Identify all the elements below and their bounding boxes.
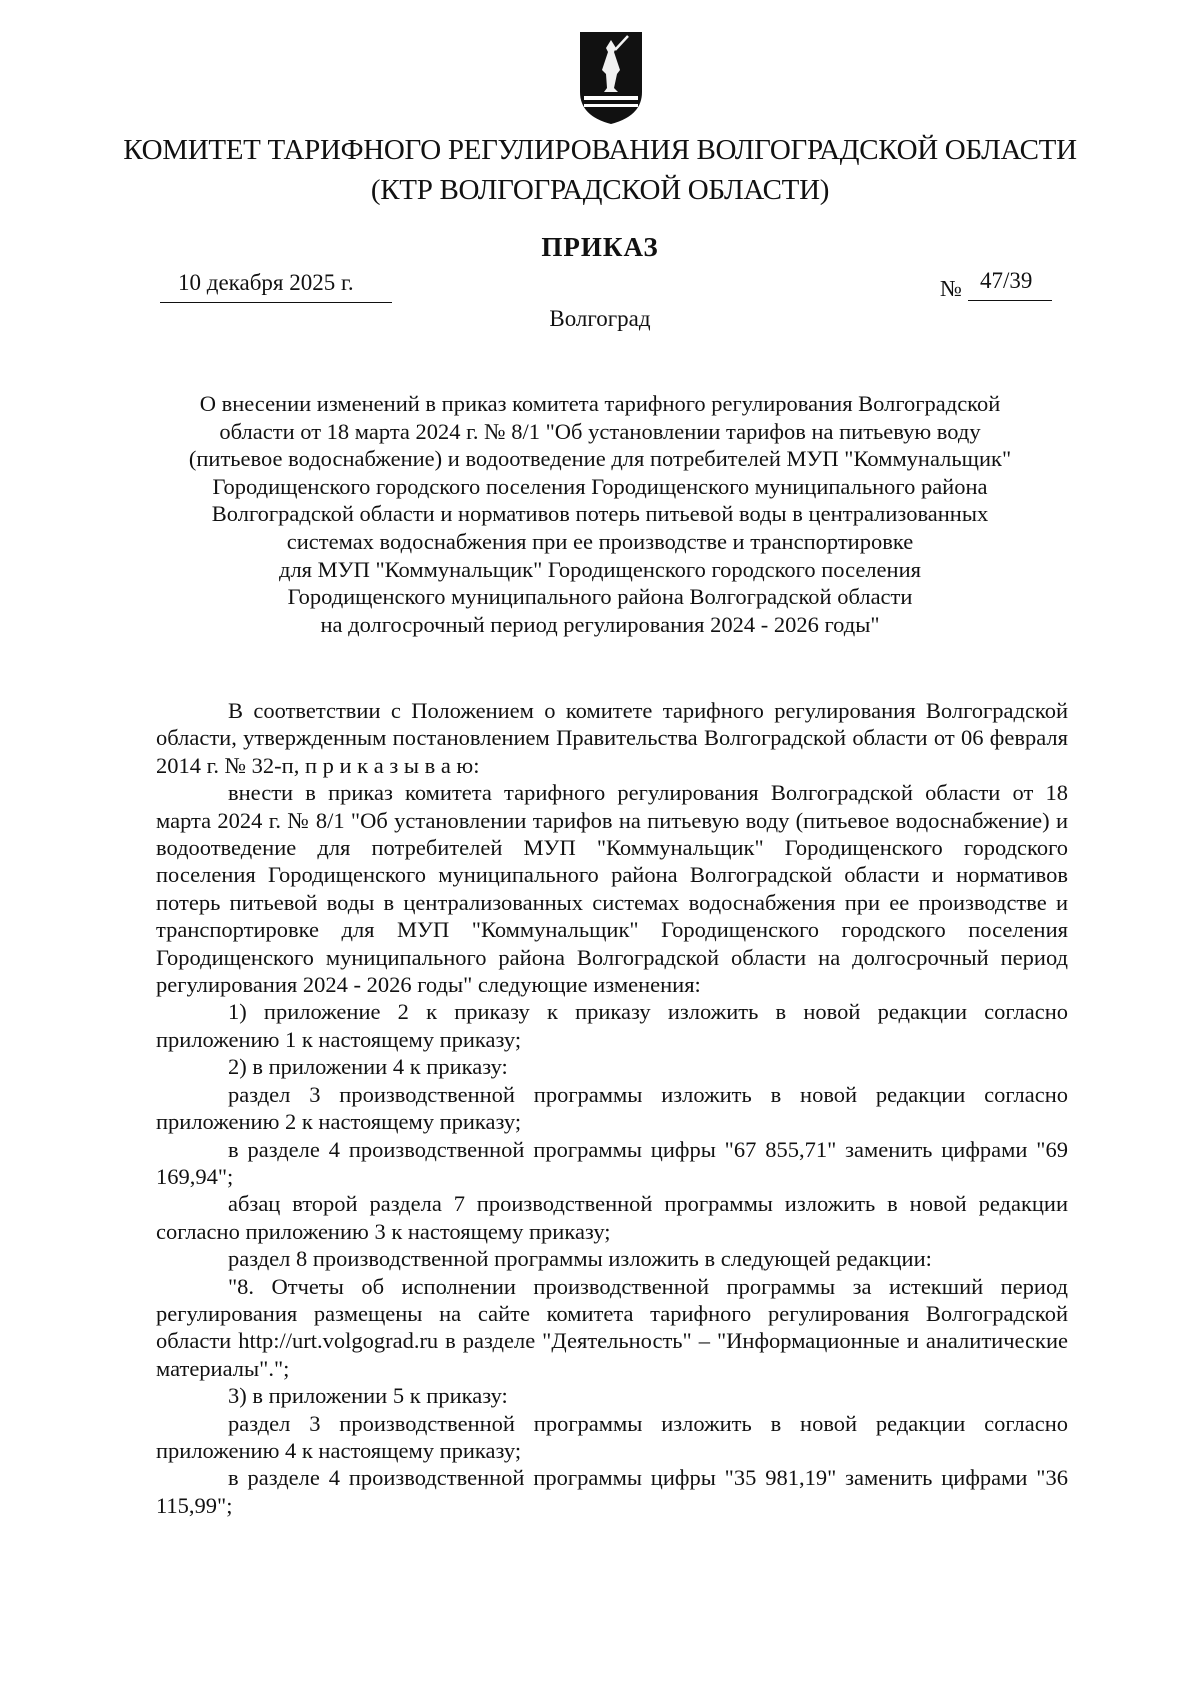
document-body: [156, 697, 1068, 1519]
subject-line: на долгосрочный период регулирования 2024 - 2026 годы": [320, 611, 880, 637]
body-paragraph: абзац второй раздела 7 производственной программы изложить в новой редакции согласно приложению 3 к настоящему приказу;: [156, 1191, 1068, 1244]
document-subject: [130, 390, 1070, 638]
body-paragraph: в разделе 4 производственной программы цифры "67 855,71" заменить цифрами "69 169,94";: [156, 1136, 1068, 1189]
subject-line: Городищенского городского поселения Городищенского муниципального района: [212, 473, 988, 499]
organization-name-short: (КТР ВОЛГОГРАДСКОЙ ОБЛАСТИ): [370, 174, 830, 206]
body-paragraph: 3) в приложении 5 к приказу:: [228, 1383, 508, 1409]
body-paragraph: 1) приложение 2 к приказу к приказу изложить в новой редакции согласно приложению 1 к настоящему приказу;: [156, 999, 1068, 1052]
body-paragraph: в разделе 4 производственной программы цифры "35 981,19" заменить цифрами "36 115,99";: [156, 1465, 1068, 1518]
body-paragraph: внести в приказ комитета тарифного регулирования Волгоградской области от 18 марта 2024 г. № 8/1 "Об установлении тарифов на питьевую воду (питьевое водоснабжение) и водоотведение для потребителей МУП "Коммунальщик" Городищенского городского поселения Городищенского муниципального района Волгоградской области и нормативов потерь питьевой воды в централизованных системах водоснабжения при ее производстве и транспортировке для МУП "Коммунальщик" Городищенского городского поселения Городищенского муниципального района Волгоградской области на долгосрочный период регулирования 2024 - 2026 годы" следующие изменения:: [156, 780, 1068, 998]
volgograd-coat-of-arms-icon: [576, 30, 646, 126]
organization-name: [60, 130, 1140, 210]
number-sign: №: [940, 276, 962, 301]
document-type: ПРИКАЗ: [541, 232, 659, 262]
body-paragraph: 2) в приложении 4 к приказу:: [228, 1054, 508, 1080]
subject-line: О внесении изменений в приказ комитета тарифного регулирования Волгоградской: [199, 391, 1001, 416]
subject-line: Городищенского муниципального района Волгоградской области: [287, 584, 913, 610]
date-underline: [160, 302, 392, 303]
subject-line: области от 18 марта 2024 г. № 8/1 "Об установлении тарифов на питьевую воду: [219, 418, 981, 444]
body-paragraph: В соответствии с Положением о комитете тарифного регулирования Волгоградской области, утвержденным постановлением Правительства Волгоградской области от 06 февраля 2014 г. № 32-п, п р и к а з ы в а ю:: [156, 698, 1068, 778]
body-paragraph: "8. Отчеты об исполнении производственной программы за истекший период регулирования размещены на сайте комитета тарифного регулирования Волгоградской области http://urt.volgograd.ru в разделе "Деятельность" – "Информационные и аналитические материалы".";: [156, 1273, 1068, 1381]
number-underline: [968, 300, 1052, 301]
document-date: 10 декабря 2025 г.: [178, 270, 354, 295]
body-paragraph: раздел 3 производственной программы изложить в новой редакции согласно приложению 4 к настоящему приказу;: [156, 1410, 1068, 1463]
subject-line: (питьевое водоснабжение) и водоотведение для потребителей МУП "Коммунальщик": [188, 446, 1012, 472]
document-number: 47/39: [980, 268, 1033, 293]
subject-line: системах водоснабжения при ее производстве и транспортировке: [286, 528, 914, 554]
document-city: Волгоград: [549, 306, 651, 331]
body-paragraph: раздел 8 производственной программы изложить в следующей редакции:: [228, 1246, 932, 1272]
subject-line: Волгоградской области и нормативов потерь питьевой воды в централизованных: [211, 501, 989, 527]
body-paragraph: раздел 3 производственной программы изложить в новой редакции согласно приложению 2 к настоящему приказу;: [156, 1081, 1068, 1135]
organization-name-full: КОМИТЕТ ТАРИФНОГО РЕГУЛИРОВАНИЯ ВОЛГОГРАДСКОЙ ОБЛАСТИ: [123, 134, 1077, 166]
subject-line: для МУП "Коммунальщик" Городищенского городского поселения: [279, 556, 921, 582]
